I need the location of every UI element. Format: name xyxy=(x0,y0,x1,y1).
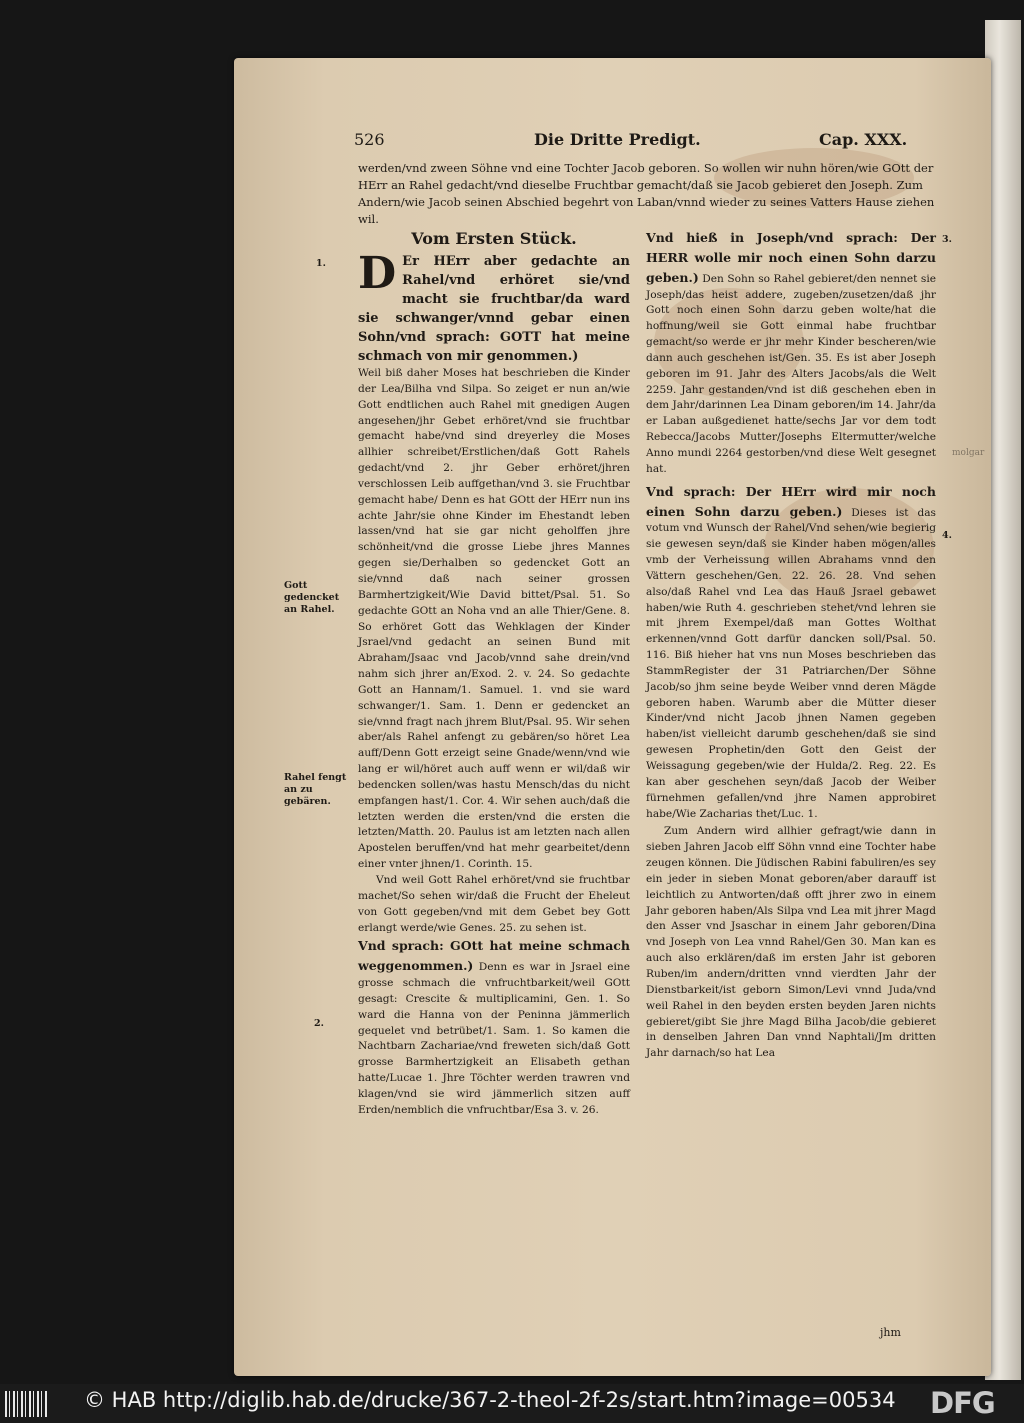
intro-paragraph: werden/vnd zween Söhne vnd eine Tochter Jacob geboren. So wollen wir nuhn hören/wie GOtt der HErr an Rahel gedacht/vnd dieselbe Fruchtbar gemacht/daß sie Jacob gebieret den Joseph. Zum Andern/wie Jacob seinen Abschied begehrt von Laban/vnnd wieder zu seines Vatters Hause ziehen wil. xyxy=(358,161,935,226)
left-paragraph-1: Weil biß daher Moses hat beschrieben die Kinder der Lea/Bilha vnd Silpa. So zeiget er nun an/wie Gott endtlichen auch Rahel mit gnedigen Augen angesehen/jhr Gebet erhöret/vnd sie fruchtbar gemacht habe/vnd sind dreyerley die Moses allhier schreibet/Erstlichen/daß Gott Rahels gedacht/vnd 2. jhr Geber erhöret/jhren verschlossen Leib auffgethan/vnd 3. sie Fruchtbar gemacht habe/ Denn es hat GOtt der HErr nun ins achte Jahr/sie ohne Kinder im Ehestandt leben lassen/vnd hat sie gar nicht geholffen jhre schönheit/vnd die grosse Liebe jhres Mannes gegen sie/Derhalben so gedencket Gott an sie/vnnd daß nach seiner grossen Barmhertzigkeit/Wie David bittet/Psal. 51. So gedachte GOtt an Noha vnd an alle Thier/Gene. 8. So erhöret Gott das Wehklagen der Kinder Jsrael/vnd gedacht an seinen Bund mit Abraham/Jsaac vnd Jacob/vnnd sahe drein/vnd nahm sich jhrer an/Exod. 2. v. 24. So gedachte Gott an Hannam/1. Samuel. 1. vnd sie ward schwanger/1. Sam. 1. Denn er gedencket an sie/vnnd fragt nach jhrem Blut/Psal. 95. Wir sehen aber/als Rahel anfengt zu gebären/so höret Lea auff/Denn Gott erzeigt seine Gnade/wenn/vnd wie lang er wil/höret auch auff wenn er wil/daß wir bedencken sollen/was hastu Mensch/das du nicht empfangen hast/1. Cor. 4. Wir sehen auch/daß die letzten werden die ersten/vnd die ersten die letzten/Matth. 20. Paulus ist am letzten nach allen Apostelen beruffen/vnd hat mehr gearbeitet/denn einer vnter jhnen/1. Corinth. 15. xyxy=(358,367,630,871)
running-title: Die Dritte Predigt. xyxy=(534,130,701,149)
margin-number: 4. xyxy=(942,530,952,541)
book-page xyxy=(234,58,991,1376)
lead-paragraph xyxy=(358,248,630,366)
left-paragraph-2: Vnd weil Gott Rahel erhöret/vnd sie fruchtbar machet/So sehen wir/daß die Frucht der Eheleut von Gott gegeben/vnd mit dem Gebet bey Gott erlangt werde/wie Genes. 25. zu sehen ist. xyxy=(358,874,630,934)
section-title: Vom Ersten Stück. xyxy=(411,229,577,248)
left-column xyxy=(358,228,630,1119)
chapter-label: Cap. XXX. xyxy=(819,130,908,149)
barcode-icon xyxy=(5,1391,47,1417)
margin-note-gott-gedencket: Gott gedencket an Rahel. xyxy=(284,580,340,615)
margin-number: 3. xyxy=(942,234,952,245)
right-lead-1: Vnd hieß in Joseph/vnd sprach: Der HERR wolle mir noch einen Sohn darzu geben.) xyxy=(646,230,936,285)
margin-number: 2. xyxy=(314,1018,324,1029)
left-lead-2: Vnd sprach: GOtt hat meine schmach weggenommen.) xyxy=(358,938,630,974)
lead-text: Er HErr aber gedachte an Rahel/vnd erhöret sie/vnd macht sie fruchtbar/da ward sie schwanger/vnnd gebar einen Sohn/vnd sprach: GOTT hat meine schmach von mir genommen.) xyxy=(358,254,630,364)
page-number: 526 xyxy=(354,130,385,149)
catchword: jhm xyxy=(880,1326,901,1339)
margin-number: 1. xyxy=(316,258,326,269)
bleed-through-note: molgar xyxy=(952,448,985,458)
right-lead-2: Vnd sprach: Der HErr wird mir noch einen Sohn darzu geben.) xyxy=(646,483,936,519)
right-column xyxy=(646,228,936,1062)
running-head xyxy=(234,130,991,154)
left-paragraph-3: Denn es war in Jsrael eine grosse schmach die vnfruchtbarkeit/weil GOtt gesagt: Crescite & multiplicamini, Gen. 1. So ward die Hanna von der Peninna jämmerlich gequelet vnd betrübet/1. Sam. 1. So kamen die Nachtbarn Zachariae/vnd freweten sich/daß Gott grosse Barmhertzigkeit an Elisabeth gethan hatte/Lucae 1. Jhre Töchter werden trawren vnd klagen/vnd sie wird jämmerlich sitzen auff Erden/nemblich die vnfruchtbar/Esa 3. v. 26. xyxy=(358,961,630,1116)
right-paragraph-3: Zum Andern wird allhier gefragt/wie dann in sieben Jahren Jacob elff Söhn vnnd eine Tochter habe zeugen können. Die Jüdischen Rabini fabuliren/es sey ein jeder in sieben Monat geboren/aber darauff ist leichtlich zu Antworten/daß offt jhrer zwo in einem Jahr geboren haben/Als Silpa vnd Lea mit jhrer Magd den Asser vnd Jsaschar in einem Jahr geboren/Dina vnd Joseph von Lea vnnd Rahel/Gen 30. Man kan es auch also erklären/daß im ersten Jahr ist geboren Ruben/im andern/dritten vnnd vierdten Jahr der Dienstbarkeit/ist geborn Simon/Levi vnnd Juda/vnd weil Rahel in den beyden ersten beyden Jaren nichts gebieret/gibt Sie jhre Magd Bilha Jacob/die gebieret in denselben Jahren Dan vnnd Naphtali/Jm dritten Jahr darnach/so hat Lea xyxy=(646,825,936,1060)
copyright-url[interactable]: © HAB http://diglib.hab.de/drucke/367-2-theol-2f-2s/start.htm?image=00534 xyxy=(84,1388,896,1412)
drop-cap: D xyxy=(358,248,397,299)
dfg-logo: DFG xyxy=(930,1386,995,1420)
margin-note-rahel: Rahel fengt an zu gebären. xyxy=(284,772,347,807)
right-paragraph-1: Den Sohn so Rahel gebieret/den nennet sie Joseph/das heist addere, zugeben/zusetzen/daß jhr Gott noch einen Sohn darzu geben wolte/hat die hoffnung/weil sie Gott einmal habe fruchtbar gemacht/so werde er jhr mehr Kinder bescheren/wie dann auch geschehen ist/Gen. 35. Es ist aber Joseph geboren im 91. Jahr des Alters Jacobs/als die Welt 2259. Jahr gestanden/vnd ist diß geschehen eben in dem Jahr/darinnen Lea Dinam geboren/im 14. Jahr/da er Laban außgedienet hatte/sechs Jar vor dem todt Rebecca/Jacobs Mutter/Josephs Eltermutter/welche Anno mundi 2264 gestorben/vnd diese Welt gesegnet hat. xyxy=(646,272,936,475)
right-paragraph-2: Dieses ist das votum vnd Wunsch der Rahel/Vnd sehen/wie begierig sie gewesen seyn/daß sie Kinder haben mögen/alles vmb der Verheissung willen Abrahams vnnd den Vättern geschehen/Gen. 22. 26. 28. Vnd sehen also/daß Rahel vnd Lea das Hauß Jsrael gebawet haben/wie Ruth 4. geschrieben stehet/vnd lehren sie mit jhrem Exempel/daß man Gottes Wolthat erkennen/vnnd Gott darfür dancken soll/Psal. 50. 116. Biß hieher hat vns nun Moses beschrieben das StammRegister der 31 Patriarchen/Der Söhne Jacob/so jhm seine beyde Weiber vnnd deren Mägde geboren haben. Warumb aber die Mütter dieser Kinder/vnd nicht Jacob jhnen Namen gegeben haben/ist vielleicht darumb geschehen/daß sie sind gewesen Prophetin/den Gott den Geist der Weissagung gegeben/wie der Hulda/2. Reg. 22. Es kan aber geschehen seyn/daß Jacob der Weiber fürnehmen gefallen/vnd jhre Namen approbiret habe/Wie Zacharias thet/Luc. 1. xyxy=(646,506,936,820)
